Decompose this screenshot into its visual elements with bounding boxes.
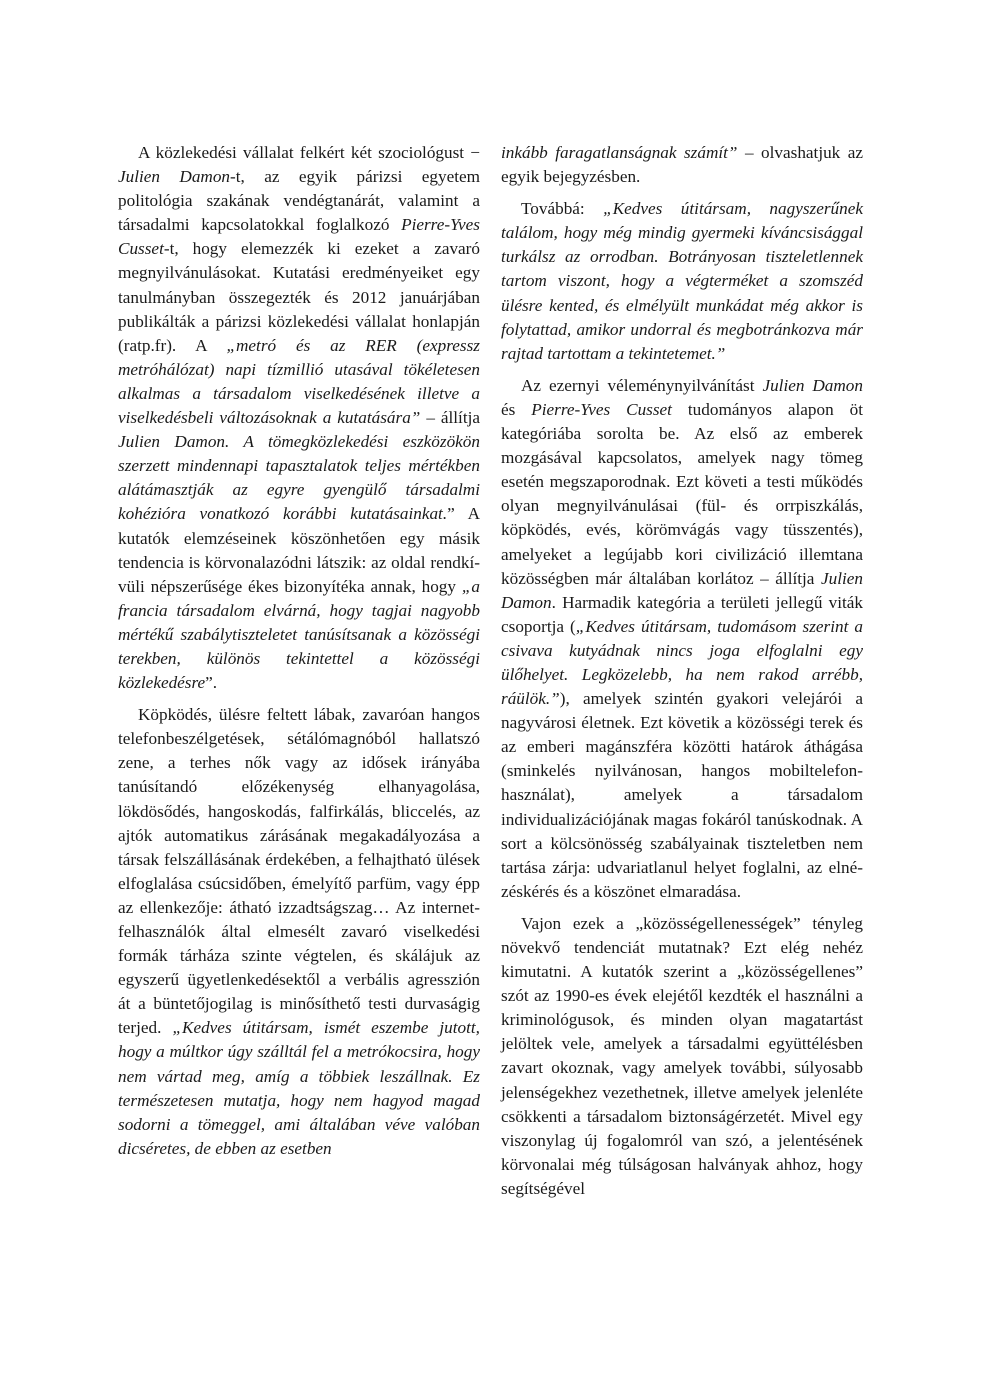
- text-run: ), amelyek szintén gyakori velejárói a nagyvárosi életnek. Ezt követik a közösségi terek és az emberi magánszféra közötti határok áthágása (sminkelés nyilvánosan, hangos mobiltelefon-használat), amelyek a társadalom individualizációjának magas fokáról tanúskodnak. A sort a kölcsönösség szabályainak tiszteletben nem tartása zárja: udvariatlanul helyet foglalni, az elnézéskérés és a köszönet elmaradása.: [501, 689, 863, 901]
- text-run: – állítja: [420, 408, 480, 428]
- italic-text-run: Pierre-Yves Cusset: [118, 215, 480, 259]
- italic-text-run: „Kedves útitársam, ismét eszembe jutott, hogy a múltkor úgy szálltál fel a metrókocsira, hogy nem vártad meg, amíg a többiek leszállnak. Ez természetesen mutatja, hogy nem hagyod magad sodorni a tömeggel, ami általában véve valóban dicséretes, de ebben az esetben: [118, 1018, 480, 1158]
- text-run: A közlekedési vállalat felkért két szociológust −: [138, 143, 480, 162]
- paragraph: [501, 197, 863, 366]
- paragraph-continuation: [501, 141, 863, 189]
- text-run: Továbbá:: [521, 199, 604, 219]
- text-run: tudományos alapon öt kategóriába sorolta be. Az első az emberek mozgásával kapcsolatos, amelyek nagy tömeg esetén megszaporodnak. Ezt követi a testi működés olyan megnyilvánulásai (fül- és orrpiszkálás, köpködés, evés, körömvágás vagy tüsszentés), amelyeket a legújabb kori civilizáció illemtana közösségben már általában korlátoz – állítja: [501, 399, 863, 588]
- italic-text-run: inkább faragatlanságnak számít”: [501, 143, 738, 162]
- right-text-column: [501, 141, 863, 1201]
- left-text-column: [118, 141, 480, 1161]
- paragraph: [118, 703, 480, 1161]
- italic-text-run: Julien Damon: [501, 568, 863, 612]
- paragraph: [501, 374, 863, 904]
- text-run: ” A kutatók elemzéseinek köszönhetően egy másik tendencia is körvonalazódni látszik: az oldal rendkívüli népszerűsége ékes bizonyítéka annak, hogy: [118, 504, 480, 596]
- italic-text-run: „Kedves útitársam, tudomásom szerint a csivava kutyádnak nincs joga elfoglalni egy ülőhelyet. Legközelebb, ha nem rakod arrébb, ráülök.”: [501, 616, 863, 709]
- italic-text-run: „a francia társadalom elvárná, hogy tagjai nagyobb mértékű szabálytiszteletet tanúsítsanak a közösségi terekben, különös tekintettel a közösségi közlekedésre: [118, 576, 480, 693]
- text-run: – olvashatjuk az egyik bejegyzésben.: [501, 143, 864, 187]
- text-run: ”.: [205, 673, 218, 693]
- text-run: és: [501, 399, 532, 419]
- text-run: -t, az egyik párizsi egyetem politológia szakának vendégtanárát, valamint a társadalmi kapcsolatokkal foglalkozó: [118, 167, 480, 235]
- italic-text-run: „metró és az RER (expressz metróhálózat) napi tízmillió utasával tökéletesen alkalmas a társadalom viselkedésének illetve a viselkedésbeli változásoknak a kutatására”: [118, 335, 480, 428]
- paragraph: [118, 141, 480, 695]
- italic-text-run: Pierre-Yves Cusset: [531, 399, 672, 419]
- text-run: . Harmadik kategória a területi jellegű viták csoportja (: [501, 592, 863, 636]
- text-run: Az ezernyi véleménynyilvánítást: [521, 375, 763, 395]
- italic-text-run: Julien Damon: [118, 167, 231, 187]
- paragraph: [501, 912, 863, 1201]
- text-run: Vajon ezek a „közösségellenességek” tényleg növekvő tendenciát mutatnak? Ezt elég nehéz kimutatni. A kutatók szerint a „közösségellenes” szót az 1990-es évek elejétől kezdték el használni a kriminológusok, és minden olyan magatartást jelöltek vele, amelyek a társadalmi együttélésben zavart okoznak, vagy amelyek további, súlyosabb jelenségekhez vezethetnek, illetve amelyek jelenléte csökkenti a társadalom biztonságérzetét. Mivel egy viszonylag új fogalomról van szó, a jelentésének körvonalai még túlságosan halványak ahhoz, hogy segítségével: [501, 913, 863, 1198]
- italic-text-run: „Kedves útitársam, nagyszerűnek találom, hogy még mindig gyermeki kíváncsisággal turkálsz az orrodban. Botrányosan tiszteletlennek tartom viszont, hogy a végterméket a szomszéd ülésre kented, és elmélyült munkádat még akkor is folytattad, amikor undorral és megbotránkozva már rajtad tartottam a tekintetemet.”: [501, 199, 863, 363]
- text-run: Köpködés, ülésre feltett lábak, zavaróan hangos telefonbeszélgetések, sétálómagnóból hallatszó zene, a terhes nők vagy az idősek irányába tanúsítandó előzékenység elhanyagolása, lökdösődés, hangoskodás, falfirkálás, bliccelés, az ajtók automatikus zárásának megakadályozása a társak felszállásának érdekében, a felhajtható ülések elfoglalása csúcsidőben, émelyítő parfüm, vagy épp az ellenkezője: átható izzadtságszag… Az internet-felhasználók által elmesélt zavaró viselkedési formák tárháza szinte végtelen, és skálájuk az egyszerű ügyetlenkedésektől a verbális agresszión át a büntetőjogilag is minősíthető testi durvaságig terjed.: [118, 705, 480, 1038]
- text-run: -t, hogy elemezzék ki ezeket a zavaró megnyilvánulásokat. Kutatási eredményeiket egy tanulmányban összegezték és 2012 januárjában publikálták a párizsi közlekedési vállalat honlapján (ratp.fr). A: [118, 239, 480, 355]
- italic-text-run: Julien Damon. A tömegközlekedési eszközökön szerzett mindennapi tapasztalatok teljes mértékben alátámasztják az egyre gyengülő társadalmi kohézióra vonatkozó korábbi kutatásainkat.: [118, 432, 480, 524]
- italic-text-run: Julien Damon: [762, 375, 863, 395]
